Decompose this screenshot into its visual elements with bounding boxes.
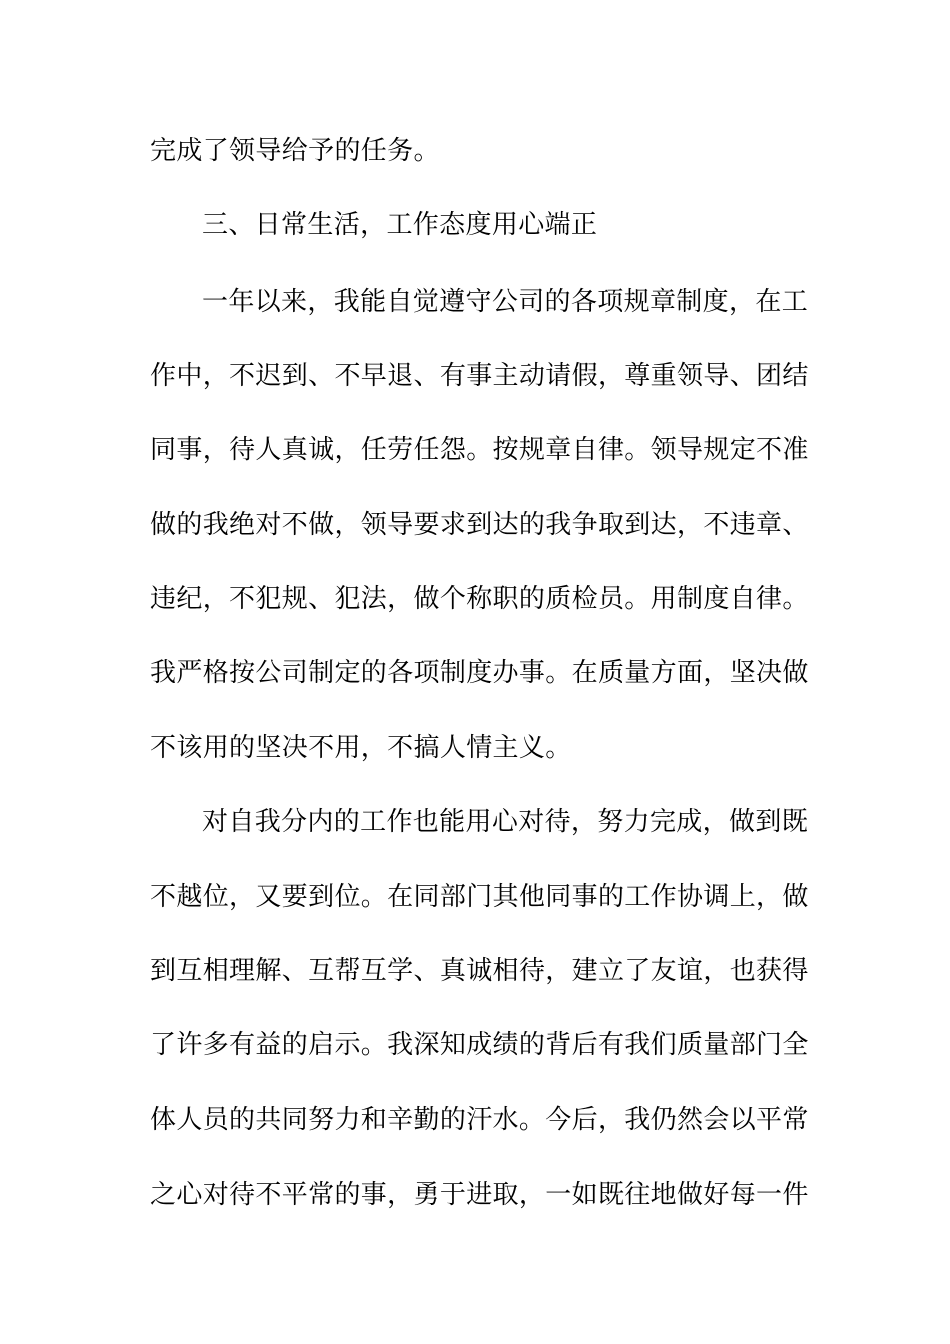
text-line: 了许多有益的启示。我深知成绩的背后有我们质量部门全 — [150, 1030, 809, 1060]
section-heading: 三、日常生活，工作态度用心端正 — [202, 210, 598, 240]
text-line: 到互相理解、互帮互学、真诚相待，建立了友谊，也获得 — [150, 956, 809, 986]
text-line: 做的我绝对不做，领导要求到达的我争取到达，不违章、 — [150, 510, 809, 540]
text-line: 不该用的坚决不用，不搞人情主义。 — [150, 733, 572, 763]
text-line: 违纪，不犯规、犯法，做个称职的质检员。用制度自律。 — [150, 584, 809, 614]
paragraph-first-line: 一年以来，我能自觉遵守公司的各项规章制度，在工 — [202, 287, 809, 317]
text-line: 完成了领导给予的任务。 — [150, 136, 440, 166]
text-line: 同事，待人真诚，任劳任怨。按规章自律。领导规定不准 — [150, 435, 809, 465]
text-line: 体人员的共同努力和辛勤的汗水。今后，我仍然会以平常 — [150, 1105, 809, 1135]
text-line: 不越位，又要到位。在同部门其他同事的工作协调上，做 — [150, 882, 809, 912]
text-line: 我严格按公司制定的各项制度办事。在质量方面，坚决做 — [150, 658, 809, 688]
text-line: 作中，不迟到、不早退、有事主动请假，尊重领导、团结 — [150, 361, 809, 391]
text-line: 之心对待不平常的事，勇于进取，一如既往地做好每一件 — [150, 1180, 809, 1210]
paragraph-first-line: 对自我分内的工作也能用心对待，努力完成，做到既 — [202, 807, 809, 837]
